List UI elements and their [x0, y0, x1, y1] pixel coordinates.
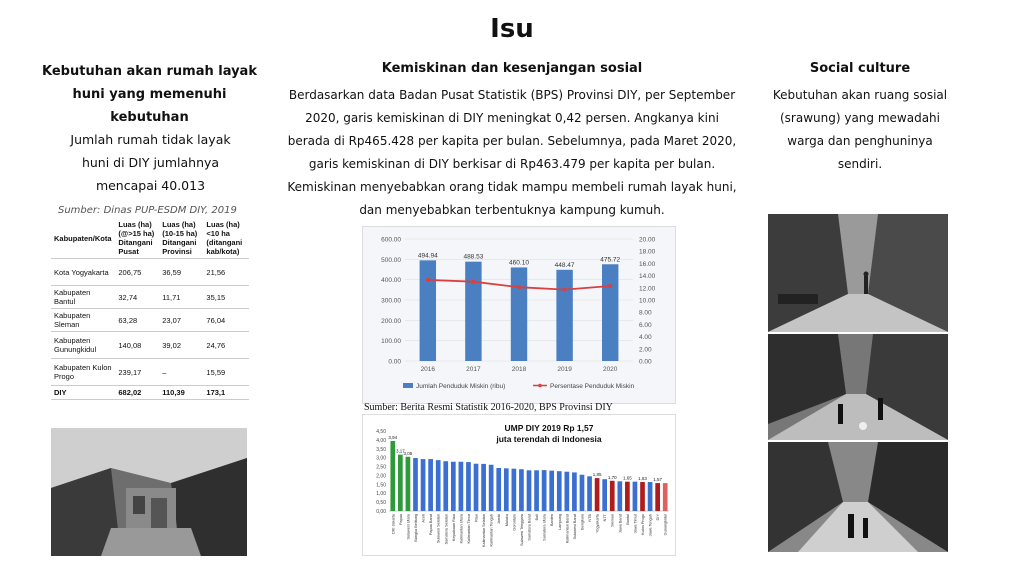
x-tick-label: Bali: [535, 514, 540, 521]
line-point: [471, 280, 475, 284]
x-tick-label: Jawa Barat: [618, 514, 623, 533]
left-body: Jumlah rumah tidak layak huni di DIY jumlahnya mencapai 40.013: [70, 132, 231, 193]
bar: [504, 468, 509, 511]
table-cell: –: [159, 359, 203, 386]
middle-body: Berdasarkan data Badan Pusat Statistik (BPS) Provinsi DIY, per September 2020, garis kemiskinan di DIY meningkat 0,42 persen. Angkanya kini berada di Rp465.428 per kapita per bulan. Sebelumnya, pada Maret 2020, garis kemiskinan di DIY berkisar di Rp463.479 per kapita per bulan. Kemiskinan menyebabkan orang tidak mampu membeli rumah layak huni, dan menyebabkan terbentuknya kampung kumuh.: [287, 88, 737, 217]
y-tick-label: 4,50: [376, 429, 386, 435]
bar: [406, 457, 411, 511]
bar: [572, 472, 577, 511]
y2-tick-label: 16.00: [639, 260, 656, 268]
x-tick-label: Jambi: [497, 514, 502, 525]
y-tick-label: 100.00: [381, 338, 401, 346]
bar: [466, 462, 471, 511]
bar: [459, 462, 464, 511]
x-tick-label: 2016: [420, 366, 436, 373]
y-tick-label: 3,50: [376, 446, 386, 453]
y-tick-label: 500.00: [381, 256, 401, 264]
table-cell: Kota Yogyakarta: [51, 259, 115, 286]
x-tick-label: 2019: [557, 366, 572, 373]
x-tick-label: Maluku: [504, 514, 509, 527]
y-tick-label: 0.00: [388, 358, 401, 366]
line-point: [426, 278, 430, 282]
table-cell: 11,71: [159, 286, 203, 309]
bar: [557, 471, 562, 511]
table-cell: 682,02: [115, 386, 159, 400]
bar: [655, 483, 660, 511]
table-total-row: [51, 386, 249, 400]
bar: [564, 472, 569, 511]
bar: [595, 478, 600, 511]
x-tick-label: Papua Barat: [429, 514, 434, 536]
page-title: Isu: [490, 14, 534, 44]
bar: [648, 482, 653, 511]
y2-tick-label: 6.00: [639, 321, 652, 329]
bar: [443, 461, 448, 511]
bar: [534, 470, 539, 511]
y-tick-label: 200.00: [381, 317, 401, 325]
bar: [496, 468, 501, 511]
slum-photo: [51, 428, 247, 556]
x-tick-label: Bangka Belitung: [413, 514, 418, 542]
bar: [420, 260, 436, 361]
x-tick-label: Sulawesi Utara: [406, 514, 411, 540]
y-tick-label: 600.00: [381, 236, 401, 244]
bar-data-label: 1,63: [638, 476, 647, 482]
x-tick-label: Sumatera Barat: [527, 514, 532, 541]
chart-title-line-1: UMP DIY 2019 Rp 1,57: [504, 423, 594, 433]
x-tick-label: DKI Jakarta: [391, 514, 396, 534]
x-tick-label: Jawa Tengah: [648, 514, 653, 537]
table-cell: DIY: [51, 386, 115, 400]
bar: [602, 264, 618, 361]
y2-tick-label: 8.00: [639, 309, 652, 317]
x-tick-label: DIY: [656, 514, 661, 521]
table-header: Luas (ha) <10 ha (ditangani kab/kota): [203, 218, 249, 259]
bar: [549, 471, 554, 511]
y-tick-label: 1,50: [376, 482, 386, 489]
chart-title-line-2: juta terendah di Indonesia: [496, 434, 602, 444]
table-cell: 140,08: [115, 332, 159, 359]
y2-tick-label: 12.00: [639, 285, 656, 293]
x-tick-label: Sumatera Utara: [542, 514, 547, 541]
table-cell: 35,15: [203, 286, 249, 309]
table-header: Luas (ha) (10-15 ha) Ditangani Provinsi: [159, 218, 203, 259]
x-tick-label: Kulon Progo: [641, 514, 646, 535]
bar: [610, 481, 615, 511]
bar-data-label: 488.53: [463, 253, 484, 261]
legend-label: Jumlah Penduduk Miskin (ribu): [416, 383, 506, 390]
legend-label: Persentase Penduduk Miskin: [550, 383, 635, 390]
bar: [451, 462, 456, 511]
line-point: [563, 288, 567, 292]
bar-data-label: 475.72: [600, 256, 621, 264]
table-cell: 206,75: [115, 259, 159, 286]
bar-data-label: 3,05: [403, 450, 413, 456]
bar-data-label: 460.10: [509, 259, 529, 267]
legend-swatch: [403, 383, 413, 388]
x-tick-label: Papua: [398, 514, 403, 525]
x-tick-label: Riau: [474, 514, 479, 522]
y-tick-label: 0,00: [376, 509, 386, 515]
table-cell: Kabupaten Kulon Progo: [51, 359, 115, 386]
x-tick-label: 2020: [602, 366, 618, 373]
bar: [436, 460, 441, 511]
x-tick-label: Gorontalo: [512, 514, 517, 531]
bar: [481, 464, 486, 511]
y2-tick-label: 20.00: [639, 236, 656, 244]
table-row: [51, 332, 249, 359]
y-tick-label: 3,00: [376, 455, 386, 462]
y-tick-label: 300.00: [381, 297, 401, 305]
table-cell: 21,56: [203, 259, 249, 286]
left-heading: Kebutuhan akan rumah layak huni yang memenuhi kebutuhan: [42, 64, 257, 125]
x-tick-label: Gunungkidul: [663, 514, 668, 536]
x-tick-label: Bengkulu: [580, 514, 585, 530]
chart-source: Sumber: Berita Resmi Statistik 2016-2020, BPS Provinsi DIY: [364, 402, 613, 413]
bar-data-label: 494.94: [417, 252, 438, 260]
table-header: Luas (ha) (@>15 ha) Ditangani Pusat: [115, 218, 159, 259]
alley-photo-3: [768, 442, 948, 552]
bar: [602, 479, 607, 511]
bar: [519, 469, 524, 511]
bar: [465, 262, 481, 361]
table-cell: 23,07: [159, 309, 203, 332]
bar-data-label: 1,70: [607, 474, 617, 480]
table-cell: Kabupaten Gunungkidul: [51, 332, 115, 359]
x-tick-label: Bantul: [625, 514, 630, 525]
bar-data-label: 1,57: [653, 477, 663, 483]
table-cell: 24,76: [203, 332, 249, 359]
x-tick-label: Sulawesi Barat: [572, 514, 577, 540]
right-heading: Social culture: [809, 61, 911, 76]
bar-data-label: 448.47: [554, 261, 575, 269]
alley-photo-1: [768, 214, 948, 332]
table-header-row: [51, 218, 249, 259]
bar: [556, 270, 572, 361]
bar: [512, 469, 517, 511]
x-tick-label: Kepulauan Riau: [451, 514, 456, 542]
x-tick-label: Sulawesi Selatan: [436, 514, 441, 544]
table-cell: Kabupaten Sleman: [51, 309, 115, 332]
ump-chart: [362, 414, 676, 556]
line-point: [517, 285, 521, 289]
bar: [511, 267, 527, 361]
left-source: Sumber: Dinas PUP-ESDM DIY, 2019: [58, 205, 237, 216]
bar-data-label: 3,17: [395, 448, 405, 454]
bar-data-label: 1,65: [622, 475, 632, 481]
bar: [428, 459, 433, 511]
y2-tick-label: 14.00: [639, 273, 656, 281]
bar: [580, 475, 585, 511]
table-cell: 63,28: [115, 309, 159, 332]
bar: [663, 483, 668, 511]
x-tick-label: Sumatera Selatan: [444, 514, 449, 545]
x-tick-label: NTT: [603, 514, 608, 522]
table-cell: 173,1: [203, 386, 249, 400]
x-tick-label: 2018: [511, 366, 527, 373]
line-point: [608, 284, 612, 288]
x-tick-label: Kalimantan Tengah: [489, 514, 494, 547]
table-row: [51, 309, 249, 332]
x-tick-label: Kalimantan Timur: [466, 514, 471, 544]
y-tick-label: 2,50: [376, 464, 386, 471]
y2-tick-label: 18.00: [639, 248, 656, 256]
right-body: Kebutuhan akan ruang sosial (srawung) yang mewadahi warga dan penghuninya sendiri.: [772, 88, 948, 171]
table-cell: 36,59: [159, 259, 203, 286]
bar-data-label: 3,94: [388, 434, 398, 440]
alley-photo-2: [768, 334, 948, 440]
slum-area-table: [51, 218, 249, 400]
table-row: [51, 359, 249, 386]
bar: [474, 464, 479, 511]
table-cell: 39,02: [159, 332, 203, 359]
bar: [390, 441, 395, 511]
x-tick-label: Kalimantan Selatan: [482, 514, 487, 547]
legend-swatch: [538, 384, 542, 388]
bar: [633, 482, 638, 511]
table-cell: 15,59: [203, 359, 249, 386]
x-tick-label: Banten: [550, 514, 555, 527]
x-tick-label: Sleman: [610, 514, 615, 527]
x-tick-label: Aceh: [421, 514, 426, 523]
y2-tick-label: 4.00: [639, 334, 652, 342]
x-tick-label: Kalimantan Barat: [565, 514, 570, 544]
bar: [413, 458, 418, 511]
y-tick-label: 2,00: [376, 473, 386, 480]
bar: [398, 455, 403, 511]
table-cell: 32,74: [115, 286, 159, 309]
bar: [542, 470, 547, 511]
table-cell: 76,04: [203, 309, 249, 332]
x-tick-label: Lampung: [557, 514, 562, 530]
y2-tick-label: 2.00: [639, 346, 652, 354]
table-cell: Kabupaten Bantul: [51, 286, 115, 309]
x-tick-label: NTB: [588, 514, 593, 522]
poverty-chart: [362, 226, 676, 404]
bar: [527, 470, 532, 511]
bar-data-label: 1,85: [592, 472, 602, 478]
x-tick-label: Yogyakarta: [595, 514, 600, 533]
table-row: [51, 286, 249, 309]
y-tick-label: 4,00: [376, 437, 386, 444]
table-cell: 110,39: [159, 386, 203, 400]
bar: [421, 459, 426, 511]
y-tick-label: 0,50: [376, 500, 386, 507]
bar: [587, 476, 592, 511]
y-tick-label: 1,00: [376, 491, 386, 498]
x-tick-label: Jawa Timur: [633, 514, 638, 534]
y2-tick-label: 0.00: [639, 358, 652, 366]
bar: [640, 482, 645, 511]
y2-tick-label: 10.00: [639, 297, 656, 305]
middle-heading: Kemiskinan dan kesenjangan sosial: [381, 61, 643, 76]
table-header: Kabupaten/Kota: [51, 218, 115, 259]
table-row: [51, 259, 249, 286]
table-cell: 239,17: [115, 359, 159, 386]
x-tick-label: 2017: [466, 366, 481, 373]
bar: [489, 465, 494, 511]
x-tick-label: Kalimantan Utara: [459, 514, 464, 544]
x-tick-label: Sulawesi Tenggara: [519, 514, 524, 547]
bar: [617, 481, 622, 511]
y-tick-label: 400.00: [381, 277, 401, 285]
bar: [625, 482, 630, 511]
